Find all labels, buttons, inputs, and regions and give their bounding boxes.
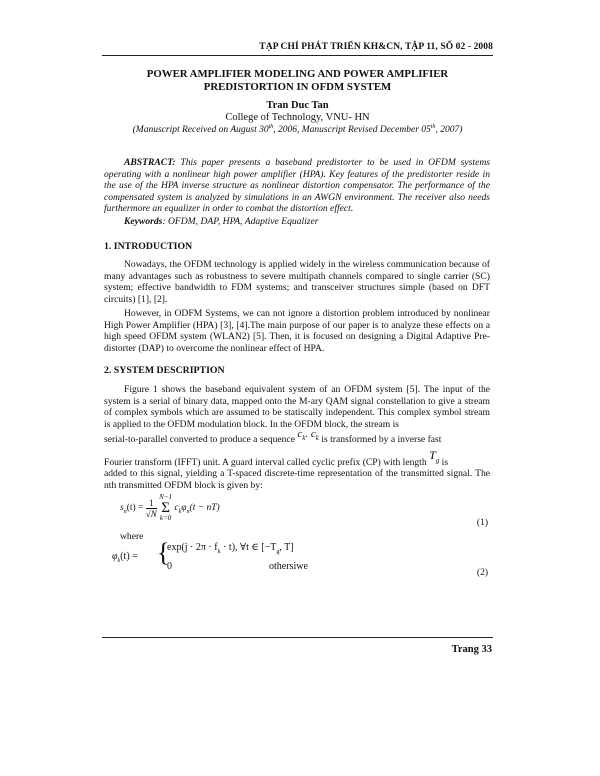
- manuscript-text-c: , 2007): [435, 125, 463, 135]
- eq2-case1-sub: k: [217, 549, 221, 555]
- eq1-denominator: √N: [145, 508, 157, 519]
- manuscript-dates: [102, 125, 493, 135]
- eq2-lhs-arg: (t) =: [120, 551, 138, 562]
- ifft-text: is transformed by a inverse fast: [318, 434, 442, 445]
- cp-end-text: is: [439, 457, 449, 468]
- symbol-Tg-sub: g: [435, 456, 440, 465]
- section-2-heading: 2. SYSTEM DESCRIPTION: [104, 365, 225, 376]
- symbol-Tg: T: [429, 448, 436, 462]
- symbol-separator: .: [305, 428, 309, 440]
- symbol-ck-1-sub: k: [302, 434, 306, 443]
- eq2-lhs: φ: [112, 551, 118, 562]
- where-label: where: [120, 531, 144, 542]
- eq1-numerator: 1: [146, 498, 157, 509]
- eq2-case1-tail: · t), ∀t ∈ [−T: [220, 542, 277, 553]
- paper-title: [102, 68, 493, 94]
- eq2-case2-text: othersiwe: [269, 561, 308, 572]
- eq2-lhs-sub: k: [117, 558, 121, 564]
- eq1-lhs-arg: (t) =: [126, 503, 144, 514]
- manuscript-sup-b: th: [430, 123, 436, 130]
- keywords: [104, 216, 490, 228]
- eq1-fraction: [146, 498, 157, 519]
- title-line-2: PREDISTORTION IN OFDM SYSTEM: [203, 81, 392, 93]
- symbol-ck-2-sub: k: [315, 434, 319, 443]
- footer-rule: [102, 637, 493, 638]
- sequence-text: serial-to-parallel converted to produce a sequence: [104, 434, 295, 445]
- keywords-text: : OFDM, DAP, HPA, Adaptive Equalizer: [162, 216, 319, 227]
- equation-1-number: (1): [476, 518, 488, 528]
- system-paragraph-tail: added to this signal, yielding a T-spaced discrete-time representation of the transmitted signal. The nth transmitted OFDM block is given by:: [104, 468, 490, 491]
- eq1-body: c: [174, 503, 179, 514]
- eq1-body-sub: k: [178, 509, 182, 516]
- author-name: Tran Duc Tan: [266, 100, 329, 111]
- manuscript-text-a: (Manuscript Received on August 30: [132, 125, 269, 135]
- title-line-1: POWER AMPLIFIER MODELING AND POWER AMPLIFIER: [146, 68, 449, 80]
- journal-header: TẠP CHÍ PHÁT TRIỂN KH&CN, TẬP 11, SỐ 02 - 2008: [259, 42, 493, 52]
- eq2-case1-sub2: g: [276, 549, 280, 555]
- eq2-case-1: [167, 542, 294, 555]
- abstract-label: ABSTRACT:: [124, 157, 176, 168]
- system-paragraph-1: Figure 1 shows the baseband equivalent system of an OFDM system [5]. The input of the system is a serial of binary data, mapped onto the M-ary QAM signal constellation to give a stream of complex symbols which are assumed to be statiscally independent. This complex symbol stream is applied to the OFDM modulation block. In the OFDM block, the stream is: [104, 384, 490, 430]
- header-rule: [102, 55, 493, 56]
- section-1-heading: 1. INTRODUCTION: [104, 241, 193, 252]
- symbol-ck-2: c: [310, 428, 316, 440]
- eq2-case-2: [167, 561, 308, 572]
- eq2-case1-end: , T]: [279, 542, 294, 553]
- page-number: Trang 33: [451, 644, 492, 655]
- cp-text: Fourier transform (IFFT) unit. A guard interval called cyclic prefix (CP) with length: [104, 457, 427, 468]
- eq1-phi: φ: [181, 503, 187, 514]
- symbol-ck-1: c: [297, 428, 303, 440]
- author-affiliation: College of Technology, VNU- HN: [225, 112, 370, 123]
- abstract: [104, 157, 490, 215]
- eq1-summation: [159, 494, 172, 522]
- eq1-lhs-sub: n: [123, 509, 127, 516]
- equation-2-number: (2): [476, 568, 488, 578]
- eq1-sum-bottom: k=0: [159, 514, 172, 522]
- eq1-tail: (t − nT): [189, 503, 220, 514]
- eq2-brace: {: [157, 538, 170, 567]
- eq1-lhs: s: [120, 503, 124, 514]
- equation-1: [120, 494, 220, 522]
- eq1-sum-top: N−1: [159, 493, 173, 501]
- intro-paragraph-2: However, in ODFM Systems, we can not ignore a distortion problem introduced by nonlinear High Power Amplifier (HPA) [3], [4].The main purpose of our paper is to analyze these effects on a high speed OFDM system (WLAN2) [5]. Then, it is focused on designing a Digital Adaptive Pre-distorter (DAP) to overcome the nonlinear effect of HPA.: [104, 308, 490, 354]
- manuscript-text-b: , 2006, Manuscript Revised December 05: [273, 125, 431, 135]
- manuscript-sup-a: th: [268, 123, 274, 130]
- eq2-case1-text: exp(j · 2π · f: [167, 542, 218, 553]
- keywords-label: Keywords: [124, 216, 163, 227]
- eq1-phi-sub: n: [186, 509, 190, 516]
- intro-paragraph-1: Nowadays, the OFDM technology is applied widely in the wireless communication because of many advantages such as robustness to severe multipath channels compared to single carrier (SC) system; effective bandwidth to FDM systems; and transceiver structures simple (based on DFT circuits) [1], [2].: [104, 259, 490, 305]
- abstract-text: This paper presents a baseband predistorter to be used in OFDM systems operating with a nonlinear high power amplifier (HPA). Key features of the predistorter reside in the use of the HPA inverse structure as nonlinear distortion compensator. The performance of the compensated system is analyzed by simulations in an AWGN environment. The receiver also needs furthermore an equalizer in order to combat the distortion effect.: [104, 157, 490, 215]
- eq2-case2-value: 0: [167, 561, 172, 572]
- eq1-sigma: Σ: [161, 500, 170, 516]
